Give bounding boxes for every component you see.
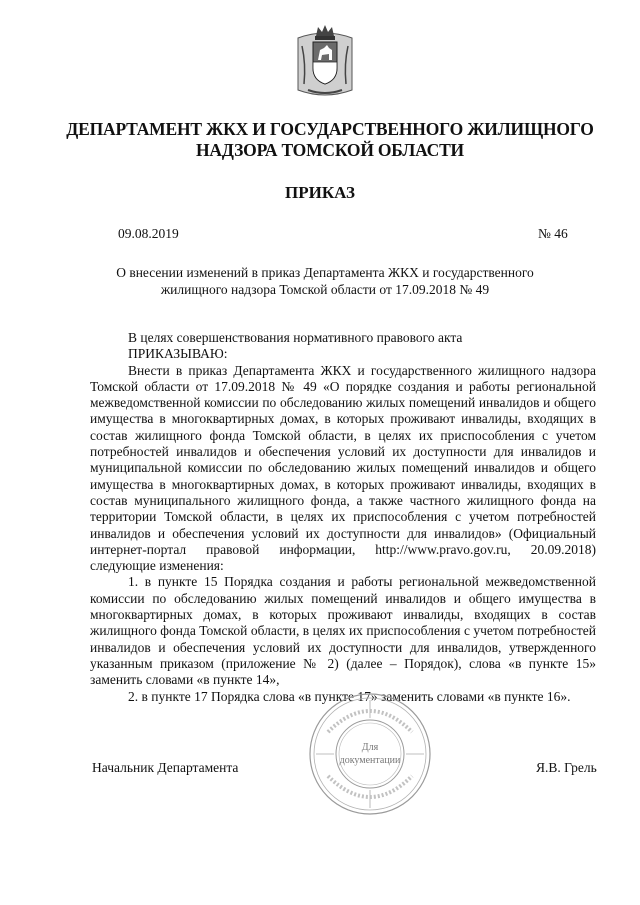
coat-of-arms-emblem xyxy=(294,24,356,98)
main-paragraph: Внести в приказ Департамента ЖКХ и государственного жилищного надзора Томской области от 17.09.2018 № 49 «О порядке создания и работы региональной межведомственной комиссии по обследованию жилых помещений инвалидов и общего имущества в многоквартирных домах, в которых проживают инвалиды, входящих в состав жилищного фонда Томской области, в целях их приспособления с учетом потребностей инвалидов и обеспечения условий их доступности для инвалидов и муниципальной комиссии по обследованию жилых помещений инвалидов и общего имущества в многоквартирных домах, в которых проживают инвалиды, входящих в состав муниципального жилищного фонда, а также частного жилищного фонда на территории Томской области, в целях их приспособления с учетом потребностей инвалидов и обеспечения условий их доступности для инвалидов» (Официальный интернет-портал правовой информации, http://www.pravo.gov.ru, 20.09.2018) следующие изменения: xyxy=(90,362,596,574)
organization-name-line2: НАДЗОРА ТОМСКОЙ ОБЛАСТИ xyxy=(196,140,464,160)
subject-line1: О внесении изменений в приказ Департамента ЖКХ и государственного xyxy=(116,265,534,280)
signatory-name: Я.В. Грель xyxy=(536,760,597,775)
official-seal-stamp xyxy=(308,692,432,816)
document-type: ПРИКАЗ xyxy=(285,183,355,202)
stamp-center-line2: документации xyxy=(339,755,401,766)
preamble: В целях совершенствования нормативного правового акта xyxy=(128,330,463,345)
document-number: № 46 xyxy=(538,226,568,241)
document-body xyxy=(90,330,596,705)
subject-line2: жилищного надзора Томской области от 17.09.2018 № 49 xyxy=(160,282,490,297)
document-subject xyxy=(110,264,540,298)
list-item: 2. в пункте 17 Порядка слова «в пункте 17» заменить словами «в пункте 16». xyxy=(128,688,571,704)
organization-name-line1: ДЕПАРТАМЕНТ ЖКХ И ГОСУДАРСТВЕННОГО ЖИЛИЩНОГО xyxy=(66,119,594,139)
stamp-center-line1: Для xyxy=(361,742,379,753)
list-item: 1. в пункте 15 Порядка создания и работы региональной межведомственной комиссии по обследованию жилых помещений инвалидов и общего имущества в многоквартирных домах, в которых проживают инвалиды, входящих в состав жилищного фонда Томской области, в целях их приспособления с учетом потребностей инвалидов и обеспечения условий их доступности для инвалидов, утвержденного указанным приказом (приложение № 2) (далее – Порядок), слова «в пункте 15» заменить словами «в пункте 14», xyxy=(90,574,596,688)
order-word: ПРИКАЗЫВАЮ: xyxy=(128,346,228,362)
organization-name xyxy=(60,119,600,161)
signatory-position: Начальник Департамента xyxy=(92,760,239,775)
document-date: 09.08.2019 xyxy=(118,226,179,241)
